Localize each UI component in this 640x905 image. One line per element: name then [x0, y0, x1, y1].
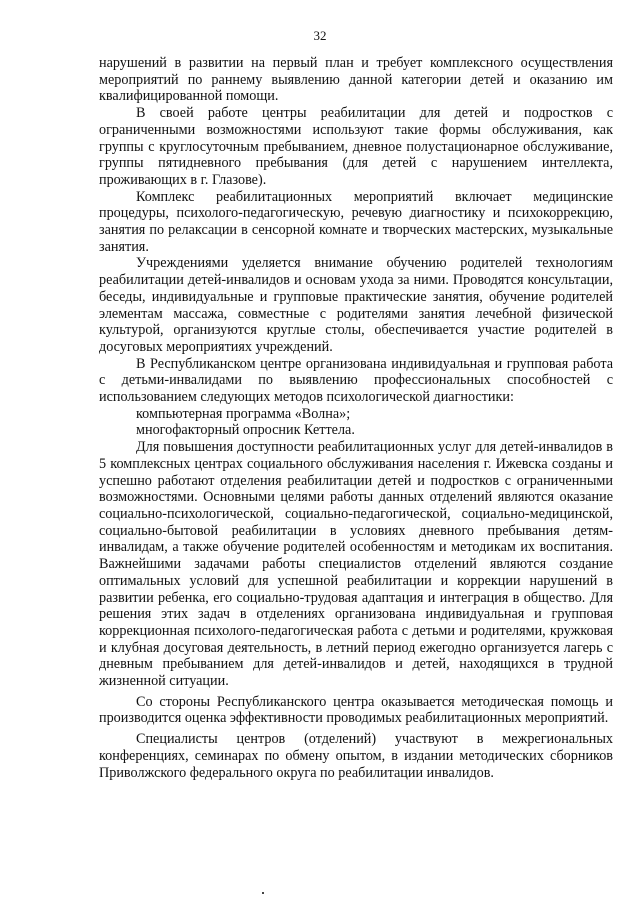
document-body: [99, 55, 613, 781]
paragraph-izhevsk-departments: Для повышения доступности реабилитационных услуг для детей-инвалидов в 5 комплексных центрах социального обслуживания населения г. Ижевска созданы и успешно работают отделения реабилитации детей и подростков с ограниченными возможностями. Основными целями работы данных отделений являются оказание социально-психологической, социально-педагогической, социально-медицинской, социально-бытовой реабилитации в условиях дневного пребывания детям-инвалидам, а также обучение родителей особенностям и методикам их воспитания. Важнейшими задачами работы специалистов отделений являются создание оптимальных условий для успешной реабилитации и коррекции нарушений в развитии ребенка, его социально-трудовая адаптация и интеграция в общество. Для решения этих задач в отделениях организована индивидуальная и групповая коррекционная психолого-педагогическая работа с детьми и родителями, кружковая и клубная досуговая деятельность, в летний период ежегодно организуется лагерь с дневным пребыванием для детей-инвалидов и детей, находящихся в трудной жизненной ситуации.: [99, 439, 613, 690]
paragraph-republican-center: В Республиканском центре организована индивидуальная и групповая работа с детьми-инвалидами по выявлению профессиональных способностей с использованием следующих методов психологической диагностики:: [99, 355, 613, 406]
paragraph-rehab-complex: Комплекс реабилитационных мероприятий включает медицинские процедуры, психолого-педагогическую, речевую диагностику и психокоррекцию, занятия по релаксации в сенсорной комнате и творческих мастерских, музыкальные занятия.: [99, 188, 613, 255]
paragraph-methodical-help: Со стороны Республиканского центра оказывается методическая помощь и производится оценка эффективности проводимых реабилитационных мероприятий.: [99, 693, 613, 727]
list-item: многофакторный опросник Кеттела.: [136, 422, 355, 439]
paragraph-parent-training: Учреждениями уделяется внимание обучению родителей технологиям реабилитации детей-инвалидов и основам ухода за ними. Проводятся консультации, беседы, индивидуальные и групповые практические занятия, обучение родителей элементам массажа, совместные с родителями занятия лечебной физической культурой, организуются круглые столы, обеспечивается участие родителей в досуговых мероприятиях учреждений.: [99, 255, 613, 355]
scan-speck: [262, 892, 264, 894]
paragraph-specialists: Специалисты центров (отделений) участвуют в межрегиональных конференциях, семинарах по обмену опытом, в издании методических сборников Приволжского федерального округа по реабилитации инвалидов.: [99, 731, 613, 781]
paragraph-rehab-forms: В своей работе центры реабилитации для детей и подростков с ограниченными возможностями используют такие формы обслуживания, как группы с круглосуточным пребыванием, дневное полустационарное обслуживание, группы пятидневного пребывания (для детей с нарушением интеллекта, проживающих в г. Глазове).: [99, 105, 613, 188]
list-item: компьютерная программа «Волна»;: [136, 405, 351, 422]
page-number: 32: [313, 28, 327, 43]
paragraph-continuation: нарушений в развитии на первый план и требует комплексного осуществления мероприятий по раннему выявлению данной категории детей и оказанию им квалифицированной помощи.: [99, 55, 613, 105]
